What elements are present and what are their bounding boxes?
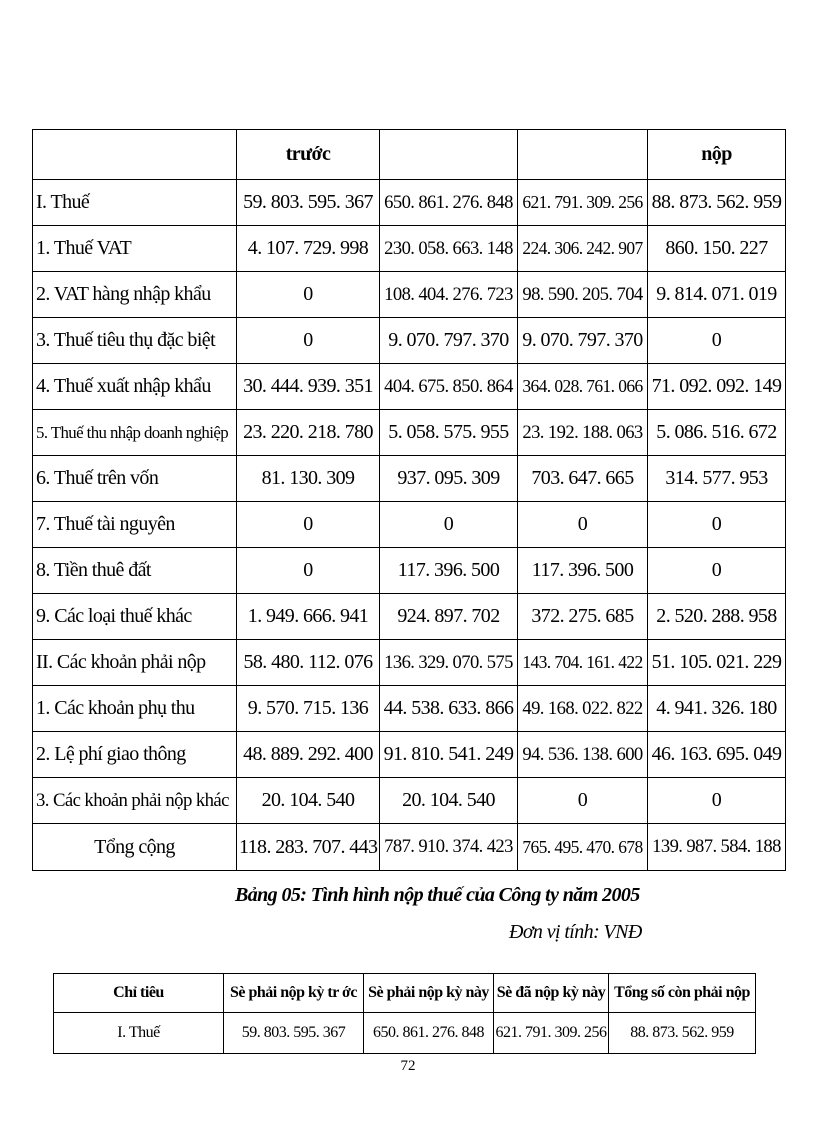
- amount-cell: 0: [648, 318, 786, 364]
- table-row: [33, 502, 786, 548]
- amount-cell: 59. 803. 595. 367: [237, 180, 380, 226]
- table-row: [33, 364, 786, 410]
- table-row: [33, 640, 786, 686]
- amount-cell: 108. 404. 276. 723: [380, 272, 518, 318]
- total-row: [33, 824, 786, 871]
- amount-cell: 5. 058. 575. 955: [380, 410, 518, 456]
- row-label: I. Thuế: [33, 180, 237, 226]
- row-label: 2. Lệ phí giao thông: [33, 732, 237, 778]
- amount-cell: 9. 570. 715. 136: [237, 686, 380, 732]
- amount-cell: 0: [237, 318, 380, 364]
- amount-cell: 224. 306. 242. 907: [518, 226, 648, 272]
- amount-cell: 46. 163. 695. 049: [648, 732, 786, 778]
- amount-cell: 860. 150. 227: [648, 226, 786, 272]
- summary-header-cell: Tổng số còn phải nộp: [609, 974, 756, 1013]
- amount-cell: 924. 897. 702: [380, 594, 518, 640]
- amount-cell: 143. 704. 161. 422: [518, 640, 648, 686]
- amount-cell: 44. 538. 633. 866: [380, 686, 518, 732]
- table-row: [33, 778, 786, 824]
- header-cell: [380, 130, 518, 180]
- amount-cell: 9. 070. 797. 370: [380, 318, 518, 364]
- summary-header-row: [54, 974, 756, 1013]
- amount-cell: 0: [518, 778, 648, 824]
- summary-cell: 621. 791. 309. 256: [494, 1013, 609, 1054]
- amount-cell: 4. 107. 729. 998: [237, 226, 380, 272]
- table-row: [33, 456, 786, 502]
- total-label: Tổng cộng: [33, 824, 237, 871]
- amount-cell: 404. 675. 850. 864: [380, 364, 518, 410]
- amount-cell: 20. 104. 540: [380, 778, 518, 824]
- amount-cell: 49. 168. 022. 822: [518, 686, 648, 732]
- amount-cell: 9. 070. 797. 370: [518, 318, 648, 364]
- summary-cell: 650. 861. 276. 848: [364, 1013, 494, 1054]
- table-row: [33, 272, 786, 318]
- table-caption: Bảng 05: Tình hình nộp thuế của Công ty năm 2005: [235, 884, 640, 906]
- total-cell: 765. 495. 470. 678: [518, 824, 648, 871]
- amount-cell: 0: [648, 548, 786, 594]
- total-cell: 118. 283. 707. 443: [237, 824, 380, 871]
- row-label: 6. Thuế trên vốn: [33, 456, 237, 502]
- amount-cell: 91. 810. 541. 249: [380, 732, 518, 778]
- amount-cell: 23. 192. 188. 063: [518, 410, 648, 456]
- header-cell: nộp: [648, 130, 786, 180]
- amount-cell: 2. 520. 288. 958: [648, 594, 786, 640]
- row-label: 9. Các loại thuế khác: [33, 594, 237, 640]
- summary-table: [53, 973, 756, 1054]
- amount-cell: 0: [237, 272, 380, 318]
- row-label: 4. Thuế xuất nhập khẩu: [33, 364, 237, 410]
- row-label: 1. Thuế VAT: [33, 226, 237, 272]
- total-cell: 787. 910. 374. 423: [380, 824, 518, 871]
- amount-cell: 51. 105. 021. 229: [648, 640, 786, 686]
- row-label: II. Các khoản phải nộp: [33, 640, 237, 686]
- summary-header-cell: Sè đã nộp kỳ này: [494, 974, 609, 1013]
- summary-header-cell: Sè phải nộp kỳ tr ớc: [224, 974, 364, 1013]
- summary-header-cell: Chỉ tiêu: [54, 974, 224, 1013]
- amount-cell: 0: [518, 502, 648, 548]
- header-cell: [33, 130, 237, 180]
- table-row: [33, 318, 786, 364]
- row-label: 3. Các khoản phải nộp khác: [33, 778, 237, 824]
- amount-cell: 30. 444. 939. 351: [237, 364, 380, 410]
- amount-cell: 0: [237, 502, 380, 548]
- summary-header-cell: Sè phải nộp kỳ này: [364, 974, 494, 1013]
- tax-table-header-row: [33, 130, 786, 180]
- amount-cell: 703. 647. 665: [518, 456, 648, 502]
- amount-cell: 5. 086. 516. 672: [648, 410, 786, 456]
- header-cell: [518, 130, 648, 180]
- amount-cell: 0: [237, 548, 380, 594]
- amount-cell: 314. 577. 953: [648, 456, 786, 502]
- amount-cell: 9. 814. 071. 019: [648, 272, 786, 318]
- row-label: 5. Thuế thu nhập doanh nghiệp: [33, 410, 237, 456]
- amount-cell: 4. 941. 326. 180: [648, 686, 786, 732]
- amount-cell: 117. 396. 500: [380, 548, 518, 594]
- amount-cell: 0: [380, 502, 518, 548]
- amount-cell: 81. 130. 309: [237, 456, 380, 502]
- table-row: [33, 594, 786, 640]
- summary-row: [54, 1013, 756, 1054]
- amount-cell: 621. 791. 309. 256: [518, 180, 648, 226]
- summary-cell: 59. 803. 595. 367: [224, 1013, 364, 1054]
- amount-cell: 48. 889. 292. 400: [237, 732, 380, 778]
- page-number: 72: [400, 1058, 416, 1074]
- amount-cell: 372. 275. 685: [518, 594, 648, 640]
- amount-cell: 364. 028. 761. 066: [518, 364, 648, 410]
- amount-cell: 0: [648, 778, 786, 824]
- amount-cell: 71. 092. 092. 149: [648, 364, 786, 410]
- row-label: 7. Thuế tài nguyên: [33, 502, 237, 548]
- amount-cell: 1. 949. 666. 941: [237, 594, 380, 640]
- tax-table-body: [33, 180, 786, 824]
- amount-cell: 117. 396. 500: [518, 548, 648, 594]
- amount-cell: 650. 861. 276. 848: [380, 180, 518, 226]
- amount-cell: 88. 873. 562. 959: [648, 180, 786, 226]
- amount-cell: 94. 536. 138. 600: [518, 732, 648, 778]
- table-row: [33, 548, 786, 594]
- unit-note: Đơn vị tính: VNĐ: [509, 921, 642, 943]
- table-row: [33, 226, 786, 272]
- tax-table: [32, 129, 786, 871]
- table-row: [33, 732, 786, 778]
- total-cell: 139. 987. 584. 188: [648, 824, 786, 871]
- summary-cell: I. Thuế: [54, 1013, 224, 1054]
- header-cell: trước: [237, 130, 380, 180]
- table-row: [33, 180, 786, 226]
- summary-cell: 88. 873. 562. 959: [609, 1013, 756, 1054]
- row-label: 2. VAT hàng nhập khẩu: [33, 272, 237, 318]
- amount-cell: 0: [648, 502, 786, 548]
- row-label: 1. Các khoản phụ thu: [33, 686, 237, 732]
- amount-cell: 20. 104. 540: [237, 778, 380, 824]
- amount-cell: 136. 329. 070. 575: [380, 640, 518, 686]
- amount-cell: 58. 480. 112. 076: [237, 640, 380, 686]
- amount-cell: 230. 058. 663. 148: [380, 226, 518, 272]
- row-label: 3. Thuế tiêu thụ đặc biệt: [33, 318, 237, 364]
- amount-cell: 23. 220. 218. 780: [237, 410, 380, 456]
- amount-cell: 98. 590. 205. 704: [518, 272, 648, 318]
- table-row: [33, 410, 786, 456]
- row-label: 8. Tiền thuê đất: [33, 548, 237, 594]
- table-row: [33, 686, 786, 732]
- amount-cell: 937. 095. 309: [380, 456, 518, 502]
